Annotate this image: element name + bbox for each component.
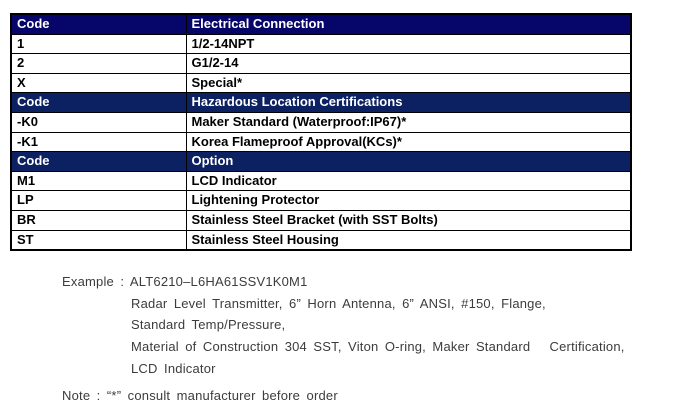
section-header-option <box>11 152 631 172</box>
value-cell: Stainless Steel Bracket (with SST Bolts) <box>186 210 631 230</box>
table-row <box>11 54 631 74</box>
header-code-label: Code <box>11 152 186 172</box>
value-cell: Special* <box>186 73 631 93</box>
header-section-title: Hazardous Location Certifications <box>186 93 631 113</box>
code-cell: BR <box>11 210 186 230</box>
code-cell: 2 <box>11 54 186 74</box>
code-cell: ST <box>11 230 186 250</box>
note-label: Note : <box>62 388 101 403</box>
code-cell: M1 <box>11 171 186 191</box>
code-cell: X <box>11 73 186 93</box>
table-row <box>11 132 631 152</box>
value-cell: Lightening Protector <box>186 191 631 211</box>
header-section-title: Option <box>186 152 631 172</box>
code-cell: 1 <box>11 34 186 54</box>
section-header-electrical <box>11 14 631 34</box>
code-cell: LP <box>11 191 186 211</box>
note-block <box>62 385 622 407</box>
table-row <box>11 230 631 250</box>
example-first-line <box>62 271 666 293</box>
value-cell: Stainless Steel Housing <box>186 230 631 250</box>
header-code-label: Code <box>11 14 186 34</box>
code-cell: -K1 <box>11 132 186 152</box>
header-code-label: Code <box>11 93 186 113</box>
table-row <box>11 73 631 93</box>
example-description-line: LCD Indicator <box>131 360 216 376</box>
example-block <box>62 271 666 380</box>
value-cell: Maker Standard (Waterproof:IP67)* <box>186 112 631 132</box>
header-section-title: Electrical Connection <box>186 14 631 34</box>
code-cell: -K0 <box>11 112 186 132</box>
table-row <box>11 210 631 230</box>
note-text: “*” consult manufacturer before order <box>106 388 338 403</box>
table-row <box>11 34 631 54</box>
table-row <box>11 191 631 211</box>
value-cell: G1/2-14 <box>186 54 631 74</box>
section-header-hazardous <box>11 93 631 113</box>
value-cell: Korea Flameproof Approval(KCs)* <box>186 132 631 152</box>
example-description-line: Standard Temp/Pressure, <box>131 317 286 333</box>
example-code: ALT6210–L6HA61SSV1K0M1 <box>129 274 308 289</box>
value-cell: LCD Indicator <box>186 171 631 191</box>
example-description-line: Radar Level Transmitter, 6” Horn Antenna, 6” ANSI, #150, Flange, <box>131 295 546 311</box>
ordering-code-table <box>10 13 632 251</box>
example-description-line: Material of Construction 304 SST, Viton O-ring, Maker Standard Certification, <box>131 339 625 355</box>
table-row <box>11 112 631 132</box>
example-label: Example : <box>62 274 125 289</box>
value-cell: 1/2-14NPT <box>186 34 631 54</box>
table-row <box>11 171 631 191</box>
